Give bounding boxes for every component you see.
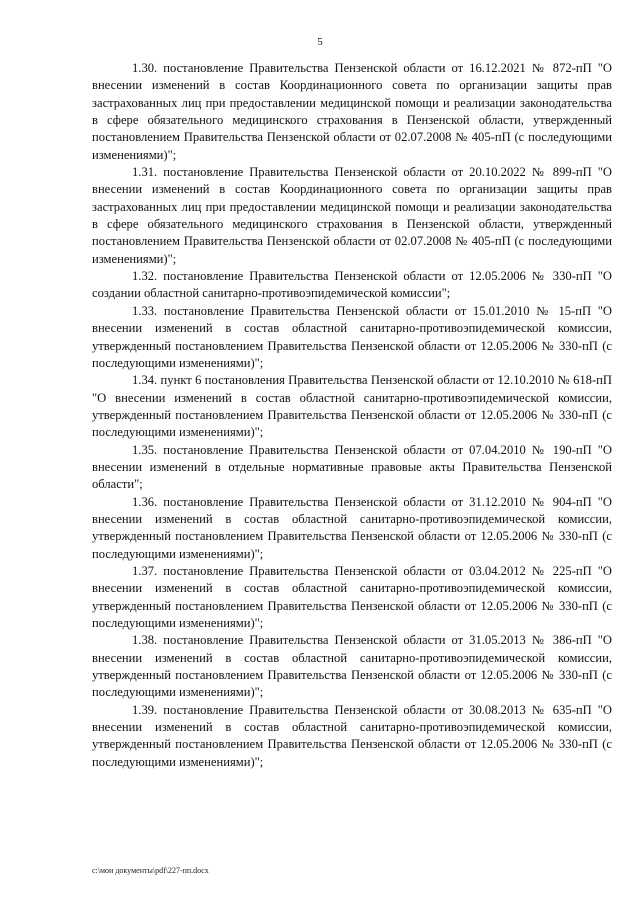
list-item: 1.31. постановление Правительства Пензенской области от 20.10.2022 № 899-пП "О внесении изменений в состав Координационного совета по организации защиты прав застрахованных лиц при предоставлении медицинской помощи и реализации законодательства в сфере обязательного медицинского страхования в Пензенской области, утвержденный постановлением Правительства Пензенской области от 02.07.2008 № 405-пП (с последующими изменениями)";	[92, 165, 612, 266]
list-item: 1.37. постановление Правительства Пензенской области от 03.04.2012 № 225-пП "О внесении изменений в состав областной санитарно-противоэпидемической комиссии, утвержденный постановлением Правительства Пензенской области от 12.05.2006 № 330-пП (с последующими изменениями)";	[92, 563, 612, 630]
footer-file-path: c:\мои документы\pdf\227-пп.docx	[92, 866, 209, 875]
list-item: 1.34. пункт 6 постановления Правительства Пензенской области от 12.10.2010 № 618-пП "О внесении изменений в состав областной санитарно-противоэпидемической комиссии, утвержденный постановлением Правительства Пензенской области от 12.05.2006 № 330-пП (с последующими изменениями)";	[92, 373, 612, 440]
list-item: 1.38. постановление Правительства Пензенской области от 31.05.2013 № 386-пП "О внесении изменений в состав областной санитарно-противоэпидемической комиссии, утвержденный постановлением Правительства Пензенской области от 12.05.2006 № 330-пП (с последующими изменениями)";	[92, 633, 612, 700]
list-item: 1.30. постановление Правительства Пензенской области от 16.12.2021 № 872-пП "О внесении изменений в состав Координационного совета по организации защиты прав застрахованных лиц при предоставлении медицинской помощи и реализации законодательства в сфере обязательного медицинского страхования в Пензенской области, утвержденный постановлением Правительства Пензенской области от 02.07.2008 № 405-пП (с последующими изменениями)";	[92, 61, 612, 162]
list-item: 1.35. постановление Правительства Пензенской области от 07.04.2010 № 190-пП "О внесении изменений в отдельные нормативные правовые акты Правительства Пензенской области";	[92, 442, 612, 492]
list-item: 1.39. постановление Правительства Пензенской области от 30.08.2013 № 635-пП "О внесении изменений в состав областной санитарно-противоэпидемической комиссии, утвержденный постановлением Правительства Пензенской области от 12.05.2006 № 330-пП (с последующими изменениями)";	[92, 702, 612, 769]
list-item: 1.33. постановление Правительства Пензенской области от 15.01.2010 № 15-пП "О внесении изменений в состав областной санитарно-противоэпидемической комиссии, утвержденный постановлением Правительства Пензенской области от 12.05.2006 № 330-пП (с последующими изменениями)";	[92, 303, 612, 370]
document-body	[92, 60, 612, 771]
list-item: 1.36. постановление Правительства Пензенской области от 31.12.2010 № 904-пП "О внесении изменений в состав областной санитарно-противоэпидемической комиссии, утвержденный постановлением Правительства Пензенской области от 12.05.2006 № 330-пП (с последующими изменениями)";	[92, 494, 612, 561]
list-item: 1.32. постановление Правительства Пензенской области от 12.05.2006 № 330-пП "О создании областной санитарно-противоэпидемической комиссии";	[92, 269, 612, 301]
page-number: 5	[317, 36, 323, 48]
